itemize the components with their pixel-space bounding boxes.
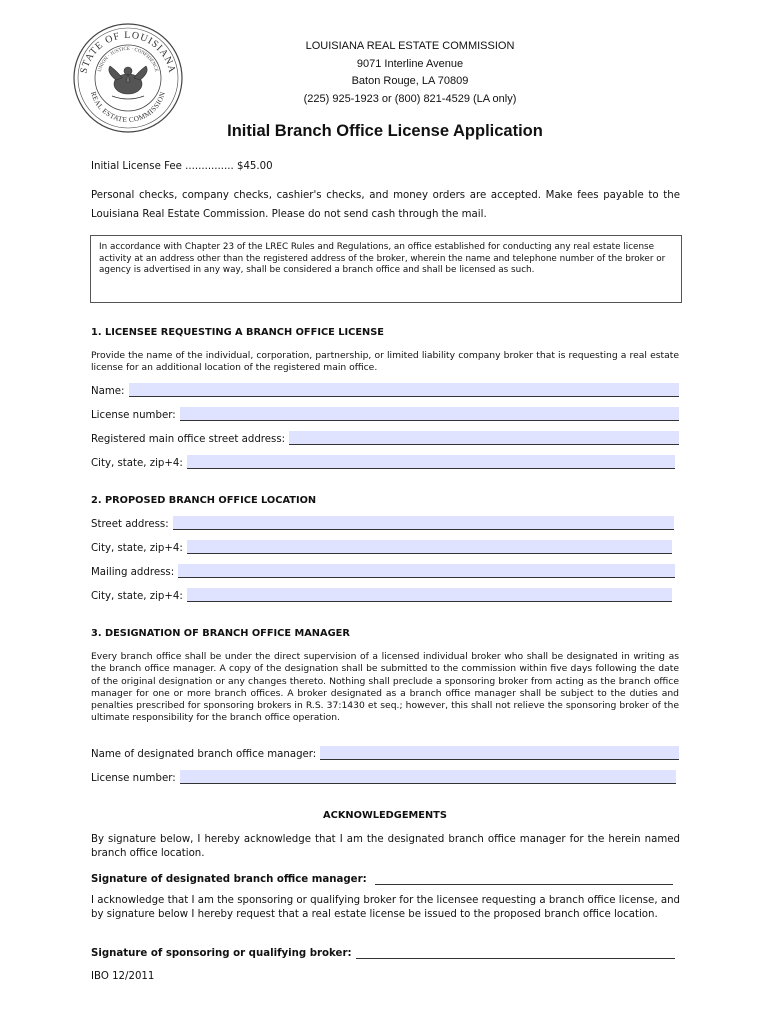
manager-signature-line[interactable] [375, 872, 673, 885]
svg-text:REAL ESTATE COMMISSION: REAL ESTATE COMMISSION [88, 90, 168, 125]
branch-street-field[interactable] [173, 516, 674, 530]
manager-signature-label: Signature of designated branch office manager: [91, 874, 367, 885]
broker-signature-line[interactable] [356, 946, 675, 959]
manager-name-row [91, 744, 679, 760]
commission-phone: (225) 925-1923 or (800) 821-4529 (LA only) [303, 92, 517, 105]
branch-city-field[interactable] [187, 540, 672, 554]
commission-city: Baton Rouge, LA 70809 [351, 75, 469, 87]
svg-text:STATE OF LOUISIANA: STATE OF LOUISIANA [78, 29, 178, 75]
licensee-name-field[interactable] [129, 383, 680, 397]
branch-mailing-city-row [91, 586, 672, 602]
form-id: IBO 12/2011 [91, 971, 155, 982]
licensee-name-label: Name: [91, 386, 125, 397]
main-office-address-label: Registered main office street address: [91, 434, 286, 445]
acknowledgements-heading: ACKNOWLEDGEMENTS [323, 810, 447, 821]
louisiana-real-estate-commission-seal [72, 22, 184, 134]
manager-signature-row [91, 869, 673, 885]
broker-acknowledgement-text: I acknowledge that I am the sponsoring or qualifying broker for the licensee requesting a branch office license, and by signature below I hereby request that a real estate license be issued to the proposed branch office location. [91, 895, 680, 920]
page-title: Initial Branch Office License Application [227, 122, 543, 140]
branch-city-label: City, state, zip+4: [91, 543, 183, 554]
manager-license-row [91, 768, 676, 784]
section3-description: Every branch office shall be under the direct supervision of a licensed individual broker who shall be designated in writing as the branch office manager. A copy of the designation shall be submitted to the commission within five days following the date of the original designation or any changes thereto. Nothing shall preclude a sponsoring broker from acting as the branch office manager for one or more branch offices. A broker designated as a branch office manager shall be subject to the duties and penalties prescribed for sponsoring brokers in R.S. 37:1430 et seq.; however, this shall not relieve the sponsoring broker of the ultimate responsibility for the branch office operation. [91, 651, 679, 724]
main-office-city-label: City, state, zip+4: [91, 458, 183, 469]
section3-heading: 3. DESIGNATION OF BRANCH OFFICE MANAGER [91, 628, 350, 639]
main-office-city-field[interactable] [187, 455, 675, 469]
manager-license-field[interactable] [180, 770, 676, 784]
branch-city-row [91, 538, 672, 554]
commission-header [230, 38, 590, 108]
section2-heading: 2. PROPOSED BRANCH OFFICE LOCATION [91, 495, 317, 506]
manager-acknowledgement-text: By signature below, I hereby acknowledge that I am the designated branch office manager for the herein named branch office location. [91, 834, 680, 859]
commission-name: LOUISIANA REAL ESTATE COMMISSION [305, 40, 515, 52]
branch-street-label: Street address: [91, 519, 169, 530]
branch-office-notice: In accordance with Chapter 23 of the LREC Rules and Regulations, an office established for conducting any real estate license activity at an address other than the registered address of the broker, wherein the name and telephone number of the broker or agency is advertised in any way, shall be considered a branch office and shall be licensed as such. [90, 235, 682, 303]
manager-license-label: License number: [91, 773, 176, 784]
licensee-license-field[interactable] [180, 407, 679, 421]
commission-street: 9071 Interline Avenue [356, 57, 464, 70]
manager-name-label: Name of designated branch office manager: [91, 749, 317, 760]
licensee-name-row [91, 381, 679, 397]
branch-mailing-city-label: City, state, zip+4: [91, 591, 183, 602]
broker-signature-label: Signature of sponsoring or qualifying broker: [91, 948, 352, 959]
licensee-license-row [91, 405, 679, 421]
branch-mailing-label: Mailing address: [91, 567, 175, 578]
manager-name-field[interactable] [320, 746, 679, 760]
branch-mailing-field[interactable] [178, 564, 675, 578]
branch-mailing-city-field[interactable] [187, 588, 672, 602]
licensee-license-label: License number: [91, 410, 176, 421]
section1-heading: 1. LICENSEE REQUESTING A BRANCH OFFICE LICENSE [91, 327, 384, 338]
license-fee: Initial License Fee ............... $45.00 [91, 161, 273, 172]
branch-street-row [91, 514, 674, 530]
main-office-address-field[interactable] [289, 431, 679, 445]
payment-note: Personal checks, company checks, cashier's checks, and money orders are accepted. Make fees payable to the Louisiana Real Estate Commission. Please do not send cash through the mail. [91, 190, 680, 220]
branch-mailing-row [91, 562, 675, 578]
broker-signature-row [91, 943, 675, 959]
main-office-address-row [91, 429, 679, 445]
main-office-city-row [91, 453, 675, 469]
section1-description: Provide the name of the individual, corporation, partnership, or limited liability company broker that is requesting a real estate license for an additional location of the registered main office. [91, 350, 679, 374]
svg-text:UNION · JUSTICE · CONFIDENCE: UNION · JUSTICE · CONFIDENCE [97, 46, 159, 73]
